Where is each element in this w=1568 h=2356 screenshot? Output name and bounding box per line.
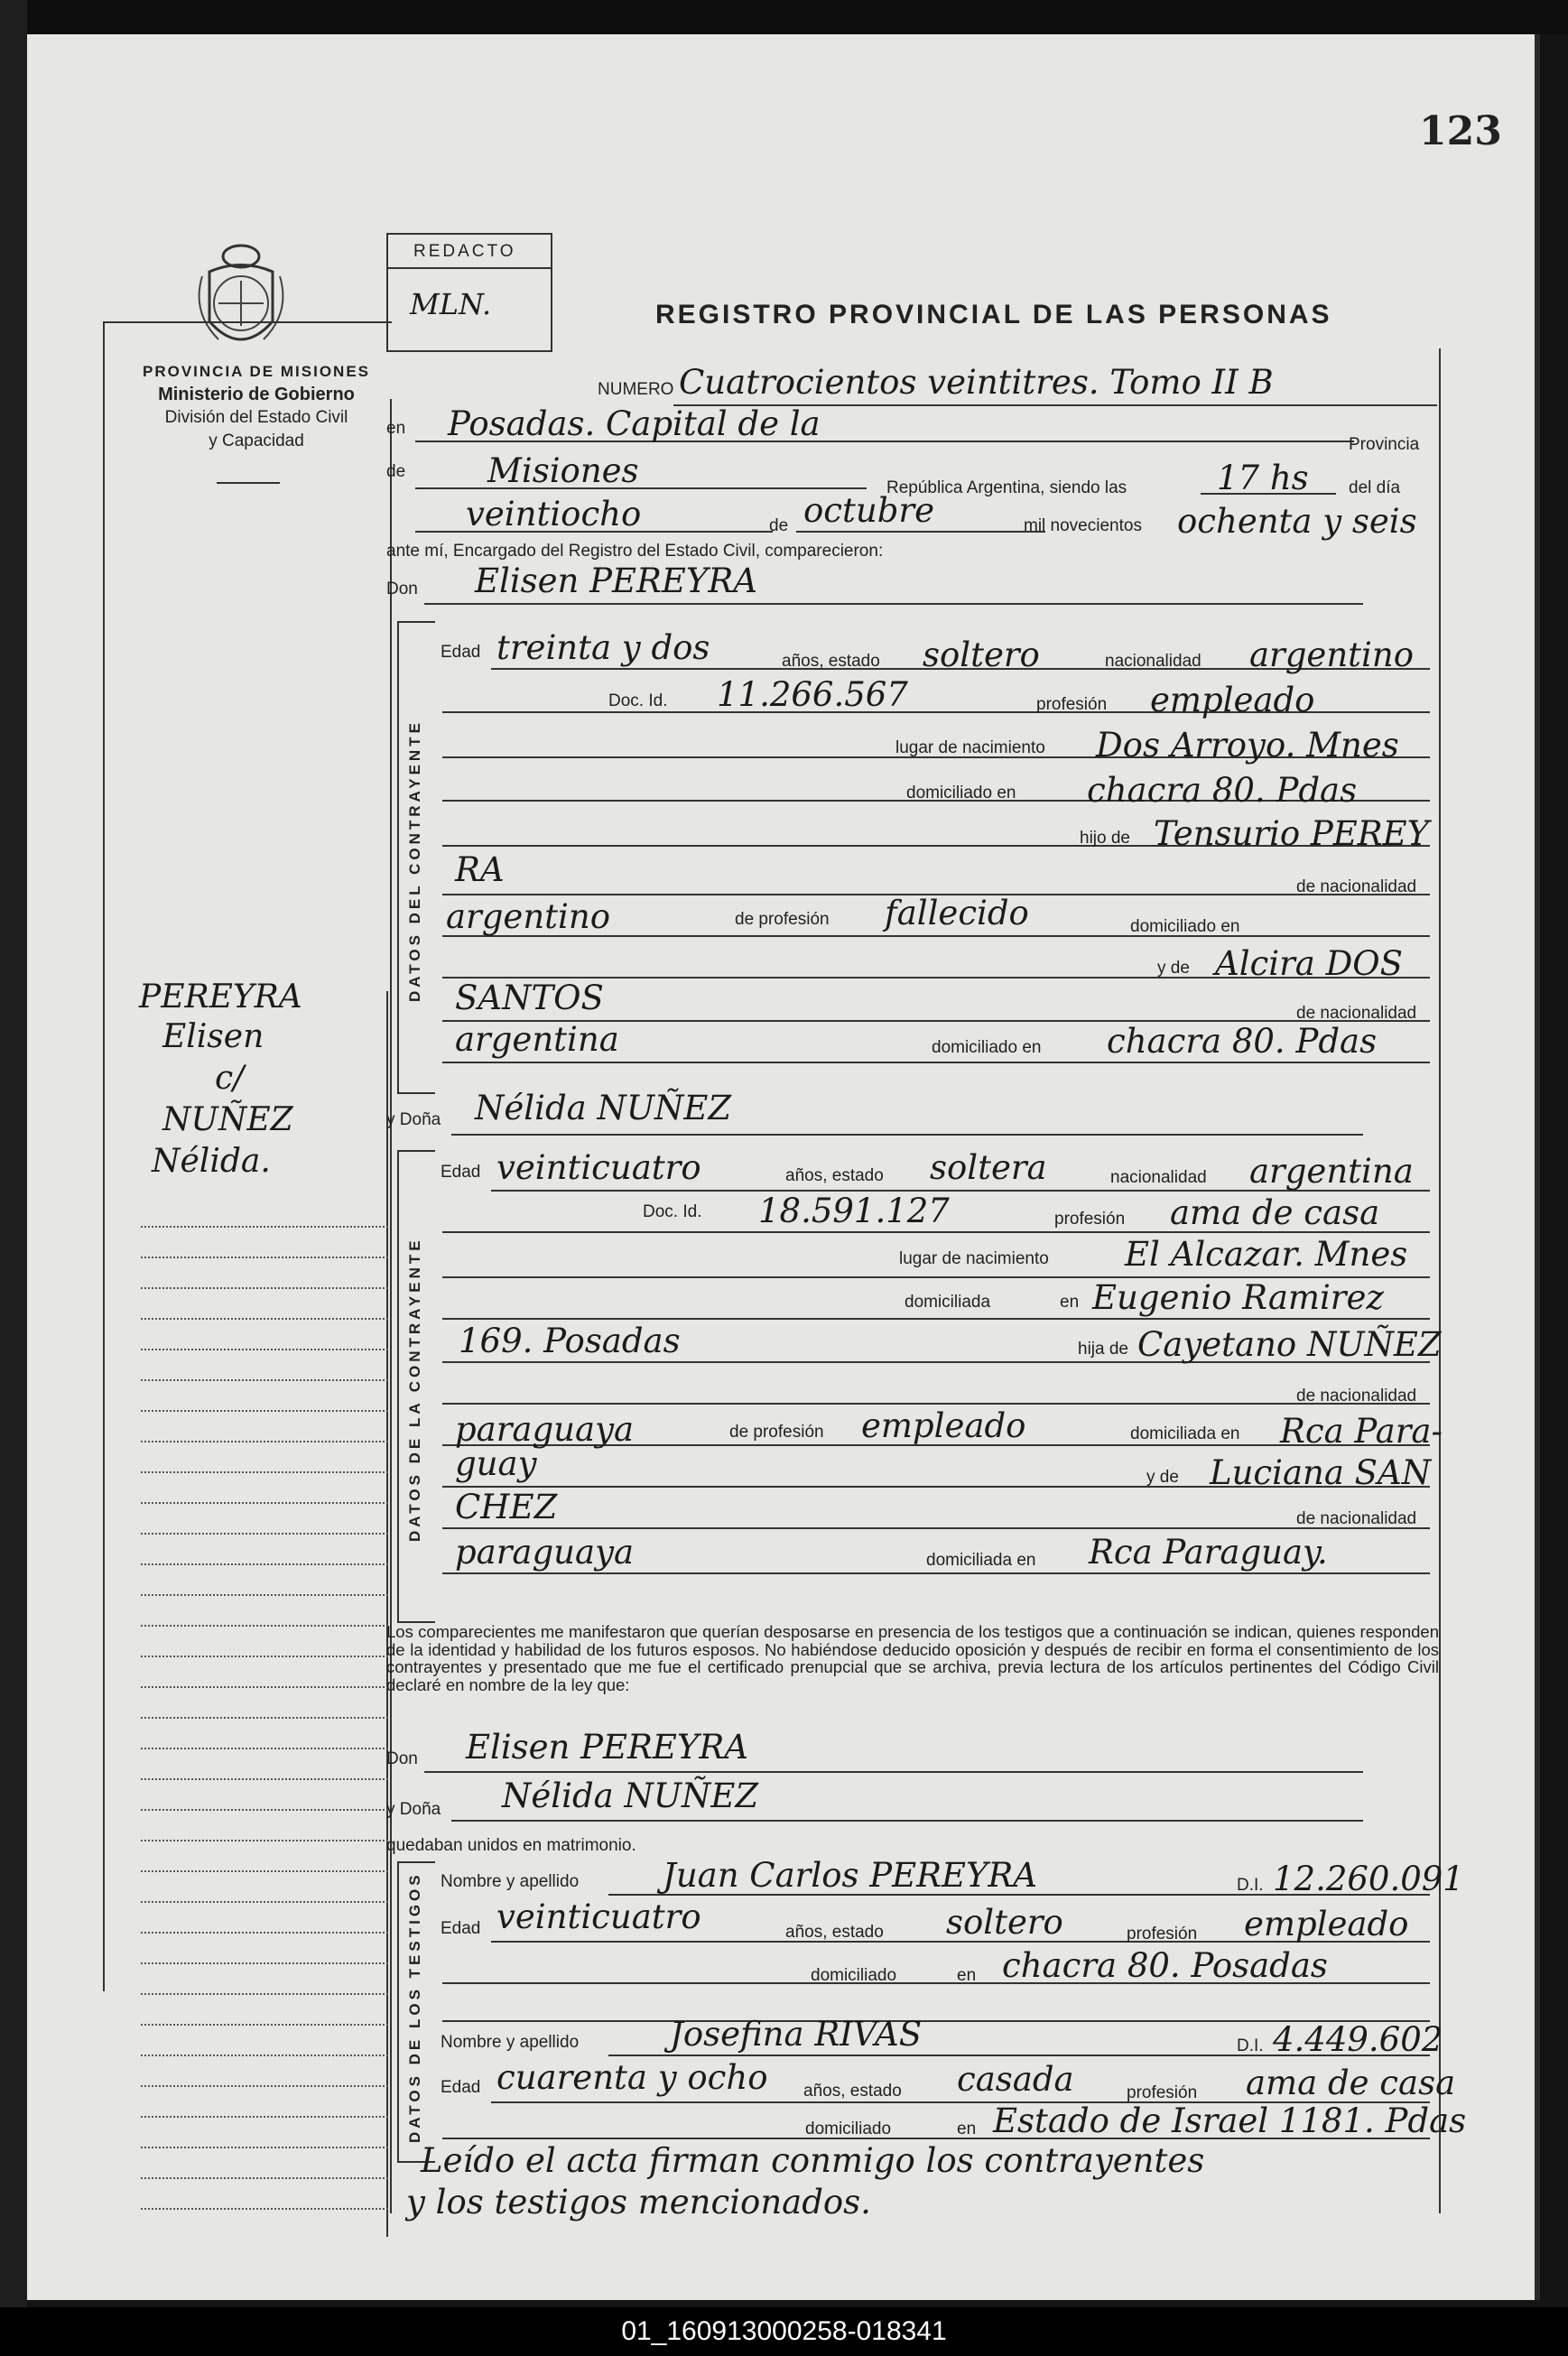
top-band [0,0,1568,34]
numero-label: NUMERO [598,380,674,399]
numero-value: Cuatrocientos veintitres. Tomo II B [679,363,1274,402]
w2-edad: cuarenta y ocho [496,2058,768,2097]
book-binding [0,0,27,2311]
declaration-paragraph: Los comparecientes me manifestaron que querían desposarse en presencia de los testigos que a continuación se indican, quienes responden de la identidad y habilidad de los futuros esposos. No habiéndose deducido oposición y después de recibir en forma el consentimiento de los contrayentes y presentado que me fue el certificado prenupcial que se archiva, previa lectura de los artículos pertinentes del Código Civil declaré en nombre de la ley que: [386,1622,1439,1694]
de-rule [415,487,867,489]
provincia-label: Provincia [1349,435,1420,454]
de-nacionalidad-label: de nacionalidad [1296,877,1417,896]
mes-value: octubre [803,491,934,530]
de2-label: de [769,516,789,535]
bride-nacionalidad-label: nacionalidad [1110,1168,1207,1187]
margin-ruled-line [141,1502,388,1504]
w1-di-label: D.I. [1237,1876,1264,1895]
groom-lugar: Dos Arroyo. Mnes [1096,726,1399,765]
hija-de-label: hija de [1078,1340,1128,1359]
bride-madre-cont-rule [442,1527,1430,1529]
bride-dom-rule [442,1318,1430,1320]
bride-doc-label: Doc. Id. [643,1202,702,1221]
w1-estado: soltero [946,1903,1063,1942]
groom-padre: Tensurio PEREY [1154,814,1430,853]
w1-di: 12.260.091 [1273,1860,1464,1898]
w1-domiciliado-label: domiciliado [811,1966,897,1985]
bride-padre-dom-cont: guay [455,1444,537,1483]
margin-ruled-line [141,1625,388,1627]
province-name: PROVINCIA DE MISIONES [142,363,370,380]
anio-value: ochenta y seis [1177,502,1417,541]
closing-line-1: Leído el acta firman conmigo los contrayentes [421,2141,1205,2180]
mil-novecientos-label: mil novecientos [1024,516,1142,535]
bride-madre-nac-label: de nacionalidad [1296,1509,1417,1528]
w2-nombre-label: Nombre y apellido [441,2033,580,2052]
bride-doc: 18.591.127 [758,1192,950,1230]
bride-domiciliada-en-label: domiciliada en [1130,1424,1240,1443]
quedaban-label: quedaban unidos en matrimonio. [386,1836,636,1855]
bride-padre-dom: Rca Para- [1280,1412,1443,1451]
anos-estado-label: años, estado [782,652,880,671]
hora-rule [1201,493,1336,495]
margin-ruled-line [141,1226,388,1228]
bride-madre: Luciana SAN [1210,1453,1432,1492]
w1-domicilio: chacra 80. Posadas [1002,1946,1328,1985]
w2-profesion-label: profesión [1127,2083,1198,2102]
bride-madre-dom-label: domiciliada en [926,1551,1036,1570]
margin-ruled-line [141,1441,388,1442]
form-right-border [1439,348,1441,2213]
margin-ruled-line [141,1748,388,1749]
margin-ruled-line [141,2116,388,2118]
w1-profesion-label: profesión [1127,1925,1198,1943]
en-label: en [386,419,406,438]
margin-ruled-line [141,1287,388,1289]
groom-padre-cont: RA [455,850,505,889]
contrayente-side-label: DATOS DEL CONTRAYENTE [406,719,423,1002]
w1-nombre-label: Nombre y apellido [441,1872,580,1891]
capacity-name: y Capacidad [209,431,304,450]
w2-domiciliado-label: domiciliado [805,2119,892,2138]
madre-domiciliado-label: domiciliado en [932,1038,1042,1057]
bride-lugar-label: lugar de nacimiento [899,1249,1049,1268]
bride-edad-label: Edad [441,1163,481,1182]
bride-en-label: en [1060,1293,1080,1312]
bride-domicilio-cont: 169. Posadas [459,1322,681,1360]
w1-profesion: empleado [1244,1905,1409,1943]
en-value: Posadas. Capital de la [448,404,821,443]
don-label: Don [386,580,418,598]
w2-di-label: D.I. [1237,2036,1264,2055]
decl-don-rule [424,1771,1363,1773]
w2-estado: casada [957,2060,1074,2099]
margin-ruled-line [141,2024,388,2026]
margin-note-surname: PEREYRA [139,979,302,1016]
margin-note-surname2: NUÑEZ [162,1101,293,1138]
y-dona-label: y Doña [386,1110,441,1129]
margin-ruled-line [141,1257,388,1258]
decl-dona-label: y Doña [386,1800,441,1819]
don-rule [424,603,1363,605]
bride-profesion: ama de casa [1170,1193,1380,1232]
w1-anos-label: años, estado [785,1923,884,1942]
w2-profesion: ama de casa [1246,2064,1456,2102]
y-de-label: y de [1157,959,1190,978]
groom-madre-dom: chacra 80. Pdas [1107,1022,1378,1061]
decl-dona-rule [451,1820,1363,1822]
margin-note-name2: Nélida. [152,1143,271,1180]
division-name: División del Estado Civil [164,408,348,427]
groom-padre-nac: argentino [446,897,610,936]
stamp-initials: MLN. [410,287,492,321]
doc-label: Doc. Id. [608,691,668,710]
de-value: Misiones [487,451,639,490]
w1-en-label: en [957,1966,977,1985]
don-value: Elisen PEREYRA [475,561,757,600]
de-label: de [386,462,406,481]
w2-di: 4.449.602 [1273,2020,1443,2059]
margin-ruled-line [141,1778,388,1780]
domiciliado-en2-label: domiciliado en [1130,917,1240,936]
margin-ruled-line [141,1717,388,1719]
madre-de-nacionalidad-label: de nacionalidad [1296,1004,1417,1023]
groom-estado: soltero [923,635,1040,674]
margin-ruled-line [141,2208,388,2210]
dia-value: veintiocho [466,495,642,533]
w2-en-label: en [957,2119,977,2138]
bride-domicilio: Eugenio Ramirez [1092,1278,1384,1317]
bride-y-de-label: y de [1146,1468,1179,1487]
groom-domicilio: chacra 80. Pdas [1087,771,1358,810]
form-left-border [390,399,392,2213]
redacto-stamp [386,233,552,352]
bride-edad: veinticuatro [496,1148,701,1187]
decl-dona-value: Nélida NUÑEZ [502,1776,759,1815]
margin-ruled-line [141,1471,388,1473]
bride-madre-cont: CHEZ [455,1488,558,1526]
de-profesion-label: de profesión [735,910,830,929]
bride-domiciliada-label: domiciliada [905,1293,991,1312]
decl-don-label: Don [386,1749,418,1768]
groom-nacionalidad: argentino [1249,635,1414,674]
bride-lugar: El Alcazar. Mnes [1125,1235,1408,1274]
w2-nombre: Josefina RIVAS [670,2015,923,2054]
margin-ruled-line [141,1901,388,1903]
ministry-name: Ministerio de Gobierno [158,385,355,404]
w2-edad-label: Edad [441,2078,481,2097]
bride-nombre: Nélida NUÑEZ [475,1089,732,1127]
margin-ruled-line [141,1932,388,1934]
bride-nacionalidad: argentina [1249,1152,1414,1191]
w2-anos-label: años, estado [803,2082,902,2101]
margin-ruled-line [141,1656,388,1657]
w1-edad-label: Edad [441,1919,481,1938]
margin-ruled-line [141,2177,388,2179]
ante-mi-label: ante mí, Encargado del Registro del Estado Civil, comparecieron: [386,542,884,561]
bride-padre-prof: empleado [861,1406,1026,1445]
margin-ruled-line [141,1318,388,1320]
file-id-footer: 01_160913000258-018341 [0,2307,1568,2356]
margin-column-line [103,321,105,1991]
dona-rule [451,1134,1363,1136]
province-divider [217,482,280,484]
decl-don-value: Elisen PEREYRA [466,1728,748,1767]
bride-madre-dom: Rca Paraguay. [1089,1533,1328,1572]
groom-doc: 11.266.567 [717,675,908,714]
document-page [27,34,1540,2300]
margin-ruled-line [141,2085,388,2087]
stamp-title: REDACTO [413,242,516,261]
bride-madre-nac: paraguaya [455,1533,635,1572]
w1-nombre: Juan Carlos PEREYRA [663,1856,1038,1895]
groom-madre-nac: argentina [455,1020,619,1059]
hora-value: 17 hs [1217,459,1309,497]
margin-ruled-line [141,1349,388,1350]
bride-padre: Cayetano NUÑEZ [1137,1325,1442,1364]
margin-ruled-line [141,2055,388,2056]
edad-label: Edad [441,643,481,662]
margin-column-right-line [386,991,388,2237]
margin-ruled-line [141,2147,388,2148]
lugar-nacimiento-label: lugar de nacimiento [895,738,1045,757]
groom-profesion: empleado [1150,681,1315,719]
groom-madre: Alcira DOS [1215,944,1403,983]
coat-of-arms-seal [182,231,300,366]
domiciliado-label: domiciliado en [906,784,1016,802]
margin-ruled-line [141,1594,388,1596]
margin-ruled-line [141,1533,388,1535]
bride-anos-label: años, estado [785,1166,884,1185]
w2-domicilio: Estado de Israel 1181. Pdas [993,2101,1467,2140]
bride-padre-nac: paraguaya [455,1410,635,1449]
page-number: 123 [1419,108,1502,154]
margin-ruled-line [141,1410,388,1412]
bride-padre-nac-rule [442,1403,1430,1405]
w1-edad: veinticuatro [496,1897,701,1936]
margin-ruled-line [141,1962,388,1964]
contrayente-f-side-label: DATOS DE LA CONTRAYENTE [406,1237,423,1542]
madre-nac-rule [442,1062,1430,1063]
margin-ruled-line [141,1379,388,1381]
mes-rule [796,531,1045,533]
margin-note-name: Elisen [162,1018,264,1055]
groom-madre-cont: SANTOS [455,979,604,1017]
bride-de-nacionalidad-label: de nacionalidad [1296,1387,1417,1405]
registry-title: REGISTRO PROVINCIAL DE LAS PERSONAS [655,300,1332,329]
stamp-divider [388,267,551,269]
margin-ruled-line [141,1686,388,1688]
republica-label: República Argentina, siendo las [886,478,1127,497]
margin-top-rule [103,321,392,323]
closing-line-2: y los testigos mencionados. [406,2183,871,2222]
margin-note-conj: c/ [215,1060,245,1097]
groom-edad: treinta y dos [496,628,710,667]
profesion-label: profesión [1036,695,1108,714]
margin-ruled-line [141,1993,388,1995]
del-dia-label: del día [1349,478,1401,497]
bride-estado: soltera [930,1148,1047,1187]
nacionalidad-label: nacionalidad [1105,652,1202,671]
bride-de-profesion-label: de profesión [729,1423,824,1442]
margin-ruled-line [141,1870,388,1872]
groom-padre-prof: fallecido [885,894,1029,932]
hijo-de-label: hijo de [1080,829,1130,848]
testigos-side-label: DATOS DE LOS TESTIGOS [406,1871,423,2143]
margin-ruled-line [141,1809,388,1811]
margin-ruled-line [141,1840,388,1841]
bride-madre-nac-rule [442,1572,1430,1574]
margin-ruled-line [141,1563,388,1565]
bride-profesion-label: profesión [1054,1210,1126,1229]
